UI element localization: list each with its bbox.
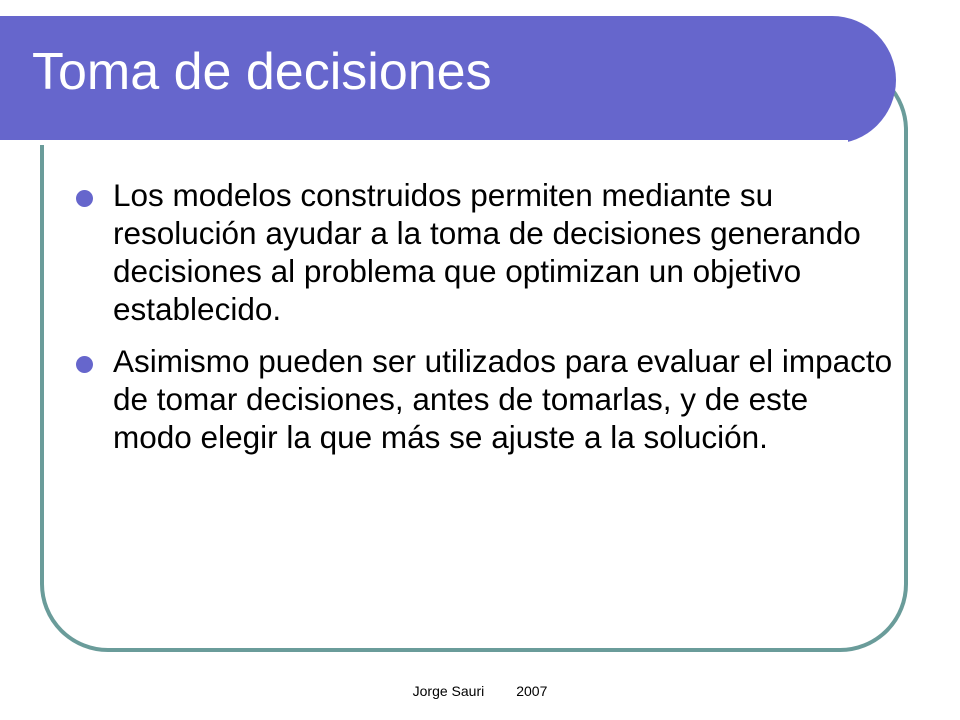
bullet-dot-icon — [76, 190, 93, 207]
bullet-item — [76, 176, 896, 328]
footer-year: 2007 — [516, 683, 548, 699]
footer-author: Jorge Sauri — [412, 683, 485, 699]
bullet-text: Los modelos construidos permiten mediante su resolución ayudar a la toma de decisiones generando decisiones al problema que optimizan un objetivo establecido. — [113, 177, 861, 327]
slide-title: Toma de decisiones — [32, 43, 492, 101]
bullet-dot-icon — [76, 356, 93, 373]
title-bar — [0, 16, 896, 144]
bullet-text: Asimismo pueden ser utilizados para evaluar el impacto de tomar decisiones, antes de tomarlas, y de este modo elegir la que más se ajuste a la solución. — [113, 343, 893, 455]
title-underline — [0, 140, 848, 145]
bullet-item — [76, 342, 896, 456]
slide-footer — [0, 683, 960, 699]
slide-content — [76, 176, 896, 470]
